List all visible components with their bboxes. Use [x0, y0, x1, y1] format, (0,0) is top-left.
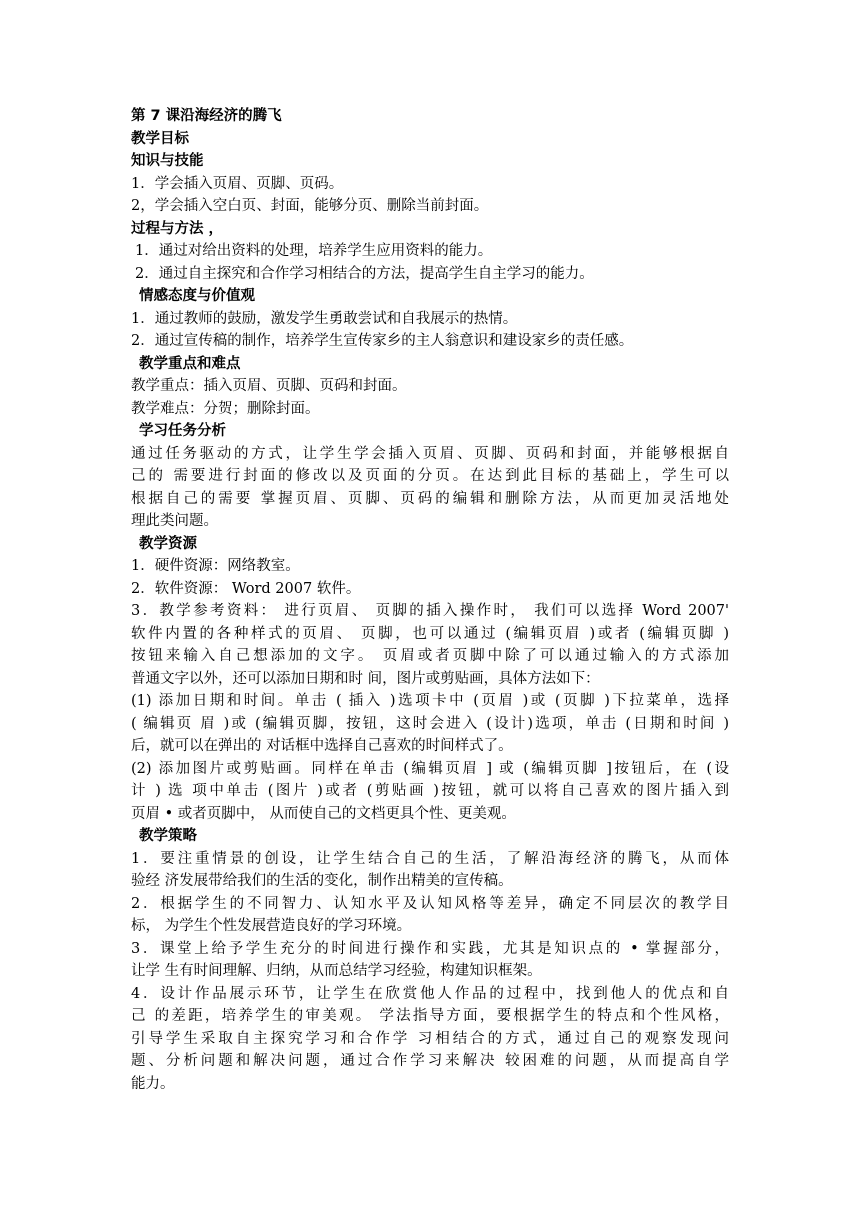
- heading-keypoints: 教学重点和难点: [139, 356, 241, 372]
- task-line: 根据自己的需要 掌握页眉、页脚、页码的编辑和删除方法，从而更加灵活地处: [131, 491, 729, 507]
- heading-attitude: 情感态度与价值观: [139, 288, 255, 304]
- heading-process: 过程与方法 ，: [131, 221, 224, 237]
- resource-line: 1．硬件资源：网络教室。: [131, 558, 300, 574]
- strategy-line: 题、分析问题和解决问题，通过合作学习来解决 较困难的问题，从而提高自学: [131, 1053, 729, 1069]
- keypoint-item: 教学重点：插入页眉、页脚、页码和封面。: [131, 378, 407, 394]
- resource-line: 计 ) 选 项中单击 (图片 )或者 (剪贴画 )按钮，就可以将自己喜欢的图片插入到: [131, 783, 729, 799]
- resource-line: 软件内置的各种样式的页眉、 页脚，也可以通过 (编辑页眉 )或者 (编辑页脚 ): [131, 626, 729, 642]
- task-line: 理此类问题。: [131, 513, 218, 529]
- strategy-line: 4．设计作品展示环节，让学生在欣赏他人作品的过程中，找到他人的优点和自: [131, 986, 729, 1002]
- strategy-line: 2．根据学生的不同智力、认知水平及认知风格等差异，确定不同层次的教学目: [131, 896, 729, 912]
- keypoint-item: 教学难点：分贺；删除封面。: [131, 401, 320, 417]
- heading-task: 学习任务分析: [139, 423, 226, 439]
- heading-resources: 教学资源: [139, 536, 197, 552]
- strategy-line: 己 的差距，培养学生的审美观。 学法指导方面，要根据学生的特点和个性风格，: [131, 1008, 729, 1024]
- resource-line: 页眉 • 或者页脚中， 从而使自己的文档更具个性、更美观。: [131, 806, 516, 822]
- heading-knowledge: 知识与技能: [131, 153, 204, 169]
- resource-line: 普通文字以外，还可以添加日期和时 间，图片或剪贴画，具体方法如下：: [131, 671, 600, 687]
- strategy-line: 能力。: [131, 1076, 175, 1092]
- resource-line: 后，就可以在弹出的 对话框中选择自己喜欢的时间样式了。: [131, 738, 513, 754]
- attitude-item: 1．通过教师的鼓励，激发学生勇敢尝试和自我展示的热情。: [131, 311, 518, 327]
- attitude-item: 2．通过宣传稿的制作，培养学生宣传家乡的主人翁意识和建设家乡的责任感。: [131, 333, 634, 349]
- strategy-line: 3．课堂上给予学生充分的时间进行操作和实践，尤其是知识点的 • 掌握部分，: [131, 941, 729, 957]
- heading-goals: 教学目标: [131, 131, 189, 147]
- resource-line: ( 编辑页 眉 )或 (编辑页脚，按钮，这时会进入 (设计)选项，单击 (日期和时间 ): [131, 716, 729, 732]
- process-item: 1．通过对给出资料的处理，培养学生应用资料的能力。: [135, 243, 493, 259]
- resource-line: (1) 添加日期和时间。单击 ( 插入 )选项卡中 (页眉 )或 (页脚 )下拉菜单，选择: [131, 693, 729, 709]
- knowledge-item: 1．学会插入页眉、页脚、页码。: [131, 176, 344, 192]
- lesson-title: 第 7 课沿海经济的腾飞: [131, 108, 282, 124]
- resource-line: 2．软件资源： Word 2007 软件。: [131, 581, 361, 597]
- strategy-line: 1．要注重情景的创设，让学生结合自己的生活，了解沿海经济的腾飞，从而体: [131, 851, 729, 867]
- strategy-line: 标， 为学生个性发展营造良好的学习环境。: [131, 918, 412, 934]
- resource-line: 按钮来输入自己想添加的文字。 页眉或者页脚中除了可以通过输入的方式添加: [131, 648, 729, 664]
- knowledge-item: 2，学会插入空白页、封面，能够分页、删除当前封面。: [131, 198, 489, 214]
- strategy-line: 引导学生采取自主探究学习和合作学 习相结合的方式，通过自己的观察发现问: [131, 1031, 729, 1047]
- resource-line: 3．教学参考资料： 进行页眉、 页脚的插入操作时， 我们可以选择 Word 2007': [131, 603, 729, 619]
- process-item: 2．通过自主探究和合作学习相结合的方法，提高学生自主学习的能力。: [135, 266, 594, 282]
- strategy-line: 让学 生有时间理解、归纳，从而总结学习经验，构建知识框架。: [131, 963, 542, 979]
- resource-line: (2) 添加图片或剪贴画。同样在单击 (编辑页眉 ] 或 (编辑页脚 ]按钮后，在 (设: [131, 761, 729, 777]
- task-line: 己的 需要进行封面的修改以及页面的分页。在达到此目标的基础上，学生可以: [131, 468, 729, 484]
- task-line: 通过任务驱动的方式，让学生学会插入页眉、页脚、页码和封面，并能够根据自: [131, 446, 729, 462]
- heading-strategy: 教学策略: [139, 828, 197, 844]
- strategy-line: 验经 济发展带给我们的生活的变化，制作出精美的宣传稿。: [131, 873, 513, 889]
